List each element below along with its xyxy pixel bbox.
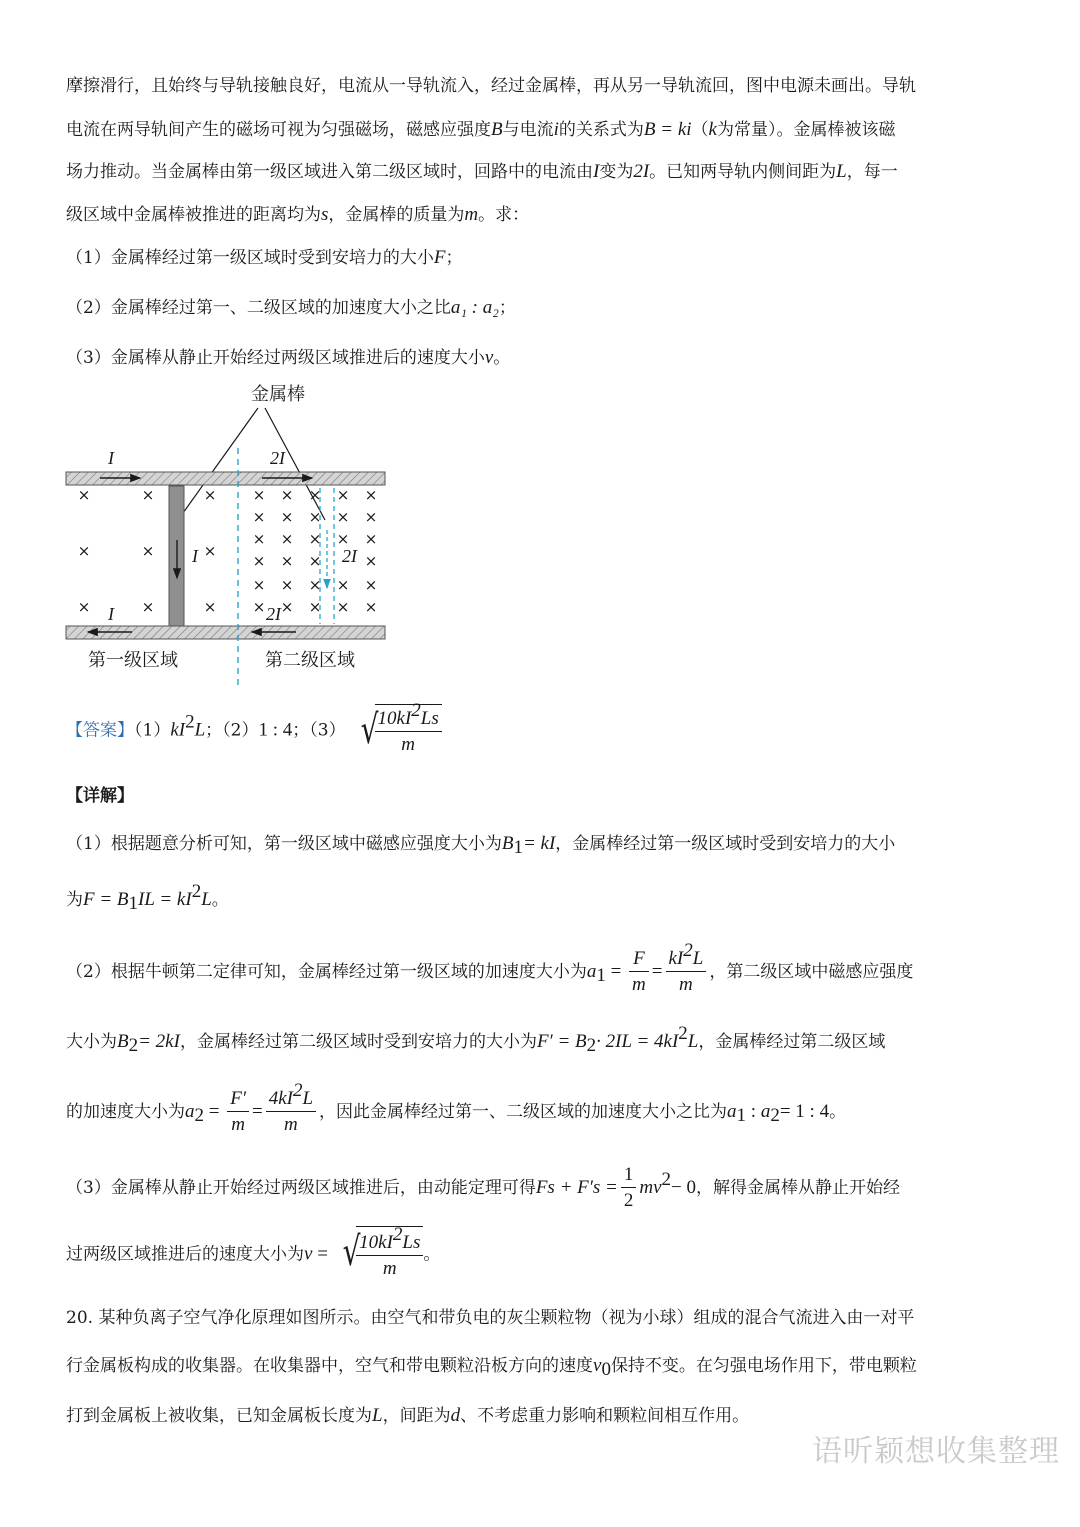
magnetic-field-marks xyxy=(78,486,378,616)
region-1-label: 第一级区域 xyxy=(88,650,178,671)
top-current-2-label: 2I xyxy=(270,448,285,468)
field-mark: × xyxy=(336,508,350,526)
field-mark: × xyxy=(336,530,350,548)
field-mark: × xyxy=(364,530,378,548)
explain-2-line-2: 大小为$B_2= 2kI$，金属棒经过第二级区域时受到安培力的大小为$F' = B_2\cdot 2IL = 4kI^2L$，金属棒经过第二级区域 xyxy=(66,1023,886,1056)
field-mark: × xyxy=(141,598,155,616)
field-mark: × xyxy=(280,576,294,594)
bottom-current-2-label: 2I xyxy=(266,604,281,624)
field-mark: × xyxy=(77,542,91,560)
field-mark: × xyxy=(364,486,378,504)
field-mark: × xyxy=(141,486,155,504)
field-mark: × xyxy=(280,598,294,616)
rod-pointer-1 xyxy=(178,408,258,520)
problem-line-3: 场力推动。当金属棒由第一级区域进入第二级区域时，回路中的电流由I变为2I。已知两导轨内侧间距为L，每一 xyxy=(66,161,898,182)
field-mark: × xyxy=(203,542,217,560)
field-mark: × xyxy=(280,508,294,526)
problem-line-2: 电流在两导轨间产生的磁场可视为匀强磁场，磁感应强度B与电流i的关系式为B = ki（k为常量）。金属棒被该磁 xyxy=(66,119,896,140)
field-mark: × xyxy=(364,576,378,594)
field-mark: × xyxy=(77,598,91,616)
field-mark: × xyxy=(280,530,294,548)
top-current-1-label: I xyxy=(108,448,114,468)
explain-1-line-1: （1）根据题意分析可知，第一级区域中磁感应强度大小为$B_1=$ kI，金属棒经过第一级区域时受到安培力的大小 xyxy=(66,833,896,858)
field-mark: × xyxy=(141,542,155,560)
field-mark: × xyxy=(308,552,322,570)
field-mark: × xyxy=(364,508,378,526)
field-mark: × xyxy=(308,576,322,594)
rod-region-2-current-label: 2I xyxy=(342,546,357,566)
field-mark: × xyxy=(308,508,322,526)
field-mark: × xyxy=(336,576,350,594)
explain-2-line-1: （2）根据牛顿第二定律可知，金属棒经过第一级区域的加速度大小为$a_1$ = $\frac{F}{m}$ = $\frac{kI^2L}{m}$ ，第二级区域中磁感应强度 xyxy=(66,940,914,995)
problem-line-4: 级区域中金属棒被推进的距离均为s，金属棒的质量为m。求： xyxy=(66,204,530,225)
next-problem-line-2: 行金属板构成的收集器。在收集器中，空气和带电颗粒沿板方向的速度$v_0$保持不变。在匀强电场作用下，带电颗粒 xyxy=(66,1355,917,1380)
field-mark: × xyxy=(203,486,217,504)
field-mark: × xyxy=(252,486,266,504)
explain-3-line-2: 过两级区域推进后的速度大小为v = √ $\frac{10kI^2Ls}{m}$ 。 xyxy=(66,1226,440,1284)
rail-gun-figure xyxy=(0,0,1080,700)
question-3: （3）金属棒从静止开始经过两级区域推进后的速度大小v。 xyxy=(66,347,511,368)
field-mark: × xyxy=(252,530,266,548)
field-mark: × xyxy=(364,552,378,570)
bottom-current-1-label: I xyxy=(108,604,114,624)
question-1: （1）金属棒经过第一级区域时受到安培力的大小F； xyxy=(66,247,463,268)
field-mark: × xyxy=(252,508,266,526)
region-2-label: 第二级区域 xyxy=(265,650,355,671)
field-mark: × xyxy=(252,576,266,594)
field-mark: × xyxy=(203,598,217,616)
field-mark: × xyxy=(364,598,378,616)
field-mark: × xyxy=(280,552,294,570)
rod-current-label: I xyxy=(192,546,198,566)
next-problem-line-1: 20. 某种负离子空气净化原理如图所示。由空气和带负电的灰尘颗粒物（视为小球）组成的混合气流进入由一对平 xyxy=(66,1308,915,1328)
field-mark: × xyxy=(308,598,322,616)
field-mark: × xyxy=(308,530,322,548)
explain-title: 【详解】 xyxy=(66,786,134,806)
field-mark: × xyxy=(77,486,91,504)
watermark: 语听颖想收集整理 xyxy=(812,1434,1060,1469)
field-mark: × xyxy=(252,598,266,616)
field-mark: × xyxy=(252,552,266,570)
next-problem-line-3: 打到金属板上被收集，已知金属板长度为L，间距为d、不考虑重力影响和颗粒间相互作用。 xyxy=(66,1405,750,1426)
field-mark: × xyxy=(308,486,322,504)
answer-3-sqrt: √ $\frac{10kI^2Ls}{m}$ xyxy=(353,704,442,758)
answer-tag: 【答案】 xyxy=(66,720,134,741)
rod-label: 金属棒 xyxy=(251,384,305,405)
question-2: （2）金属棒经过第一、二级区域的加速度大小之比a₁ : a₂； xyxy=(66,297,516,318)
answer-line: 【答案】$(1)kI^2L$；（2）1 : 4；（3） √ $\frac{10kI^2Ls}{m}$ xyxy=(66,704,442,758)
field-mark: × xyxy=(336,486,350,504)
field-mark: × xyxy=(336,598,350,616)
explain-1-line-2: 为$F = B_1IL = kI^2L$。 xyxy=(66,881,229,914)
explain-2-line-3: 的加速度大小为$a_2$ = $\frac{F'}{m}$ = $\frac{4kI^2L}{m}$ ，因此金属棒经过第一、二级区域的加速度大小之比为$a_1$ : $a_2= 1$ : 4。 xyxy=(66,1080,847,1135)
explain-3-line-1: （3）金属棒从静止开始经过两级区域推进后，由动能定理可得Fs + F′s = $\frac{1}{2}$ $mv^2- 0$，解得金属棒从静止开始经 xyxy=(66,1164,901,1211)
field-mark: × xyxy=(280,486,294,504)
problem-line-1: 摩擦滑行，且始终与导轨接触良好，电流从一导轨流入，经过金属棒，再从另一导轨流回，图中电源未画出。导轨 xyxy=(66,76,916,96)
